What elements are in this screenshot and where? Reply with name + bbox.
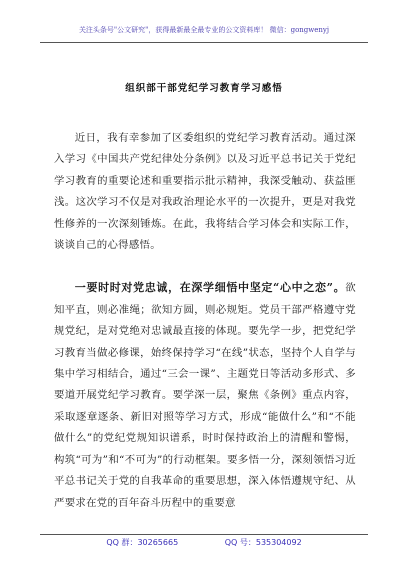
footer-qq-number: QQ 号：535304092 [224, 538, 302, 547]
paragraph [54, 128, 356, 256]
paragraph-heading: 一要时时对党忠诚，在深学细悟中坚定“心中之恋”。 [74, 281, 346, 295]
paragraph-text: 欲知平直，则必准绳；欲知方圆，则必规矩。党员干部严格遵守党规党纪，是对党绝对忠诚最直接的体现。要先学一步，把党纪学习教育当做必修课，始终保持学习“在线”状态，坚持个人自学与集中学习相结合，通过“三会一课”、主题党日等活动多形式、多要道开展党纪学习教育。要学深一层，聚焦《条例》重点内容，采取逐章逐条、新旧对照等学习方式，形成“能做什么”和“不能做什么”的党纪党规知识谱系，时时保持政治上的清醒和警惕，构筑“可为”和“不可为”的行动框架。要多悟一分，深刻领悟习近平总书记关于党的自我革命的重要思想，深入体悟遵规守纪、从严要求在党的百年奋斗历程中的重要意 [54, 282, 356, 509]
page-footer [40, 534, 368, 548]
document-body [54, 128, 356, 514]
footer-qq-group: QQ 群：30265665 [106, 538, 179, 547]
paragraph-text: 近日，我有幸参加了区委组织的党纪学习教育活动。通过深入学习《中国共产党纪律处分条例》以及习近平总书记关于党纪学习教育的重要论述和重要指示批示精神，我深受触动、获益匪浅。这次学习不仅是对我政治理论水平的一次提升，更是对我党性修养的一次深刻锤炼。在此，我将结合学习体会和实际工作，谈谈自己的心得感悟。 [54, 132, 356, 252]
document-title: 组织部干部党纪学习教育学习感悟 [125, 83, 283, 94]
header-notice: 关注头条号"公文研究"，获得最新最全最专业的公文资料库！ 微信：gongwenyj [78, 26, 330, 34]
page-header [40, 22, 368, 43]
paragraph [54, 277, 356, 513]
